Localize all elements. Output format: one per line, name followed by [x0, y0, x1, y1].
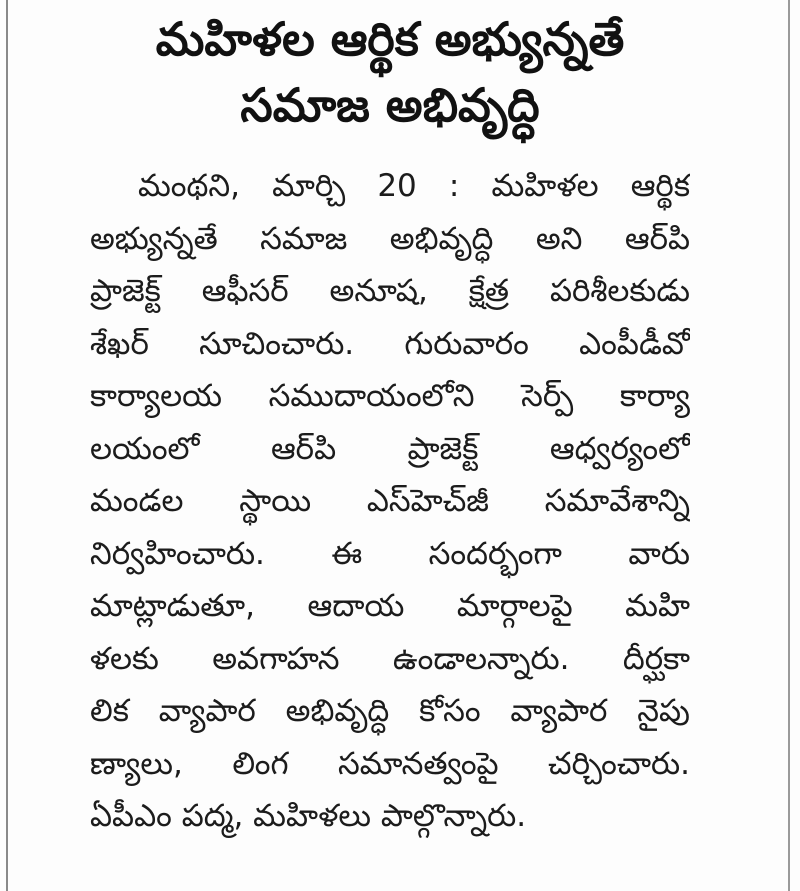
body-line: మండల స్థాయి ఎస్‌హెచ్‌జీ సమావేశాన్ని	[90, 483, 690, 519]
body-line: మాట్లాడుతూ, ఆదాయ మార్గాలపై మహి	[90, 588, 690, 624]
body-line: నిర్వహించారు. ఈ సందర్భంగా వారు	[90, 535, 690, 572]
article-body	[90, 160, 690, 843]
headline-line: మహిళల ఆర్థిక అభ్యున్నతే	[155, 12, 625, 66]
body-line: శేఖర్ సూచించారు. గురువారం ఎంపీడీవో	[90, 325, 690, 362]
headline-line: సమాజ అభివృద్ధి	[240, 78, 540, 132]
body-line: ఏపీఎం పద్మ, మహిళలు పాల్గొన్నారు.	[90, 798, 527, 834]
body-line: మంథని, మార్చి 20 : మహిళల ఆర్థిక	[138, 168, 690, 204]
left-column-rule	[6, 0, 8, 891]
body-line: అభ్యున్నతే సమాజ అభివృద్ధి అని ఆర్‌పి	[90, 220, 690, 257]
article-headline	[60, 6, 720, 138]
body-line: కార్యాలయ సముదాయంలోని సెర్ప్ కార్యా	[90, 378, 690, 414]
body-line: లిక వ్యాపార అభివృద్ధి కోసం వ్యాపార నైపు	[90, 693, 690, 729]
body-line: ప్రాజెక్ట్ ఆఫీసర్ అనూష, క్షేత్ర పరిశీలకుడు	[90, 273, 690, 309]
body-line: లయంలో ఆర్‌పి ప్రాజెక్ట్ ఆధ్వర్యంలో	[90, 430, 690, 467]
body-line: ణ్యాలు, లింగ సమానత్వంపై చర్చించారు.	[90, 745, 690, 782]
right-column-rule	[788, 0, 790, 891]
body-line: ళలకు అవగాహన ఉండాలన్నారు. దీర్ఘకా	[90, 640, 690, 677]
